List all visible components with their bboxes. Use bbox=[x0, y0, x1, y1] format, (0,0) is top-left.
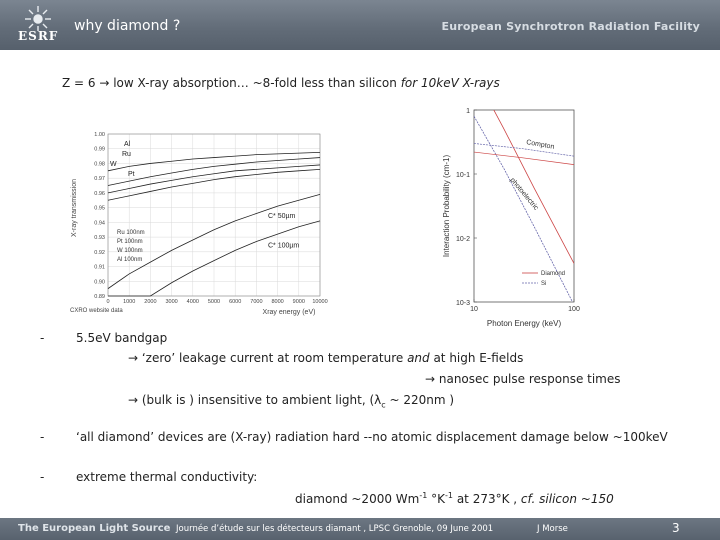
interaction-ytick: 1 bbox=[466, 108, 470, 115]
transmission-series-label: W bbox=[110, 161, 117, 168]
transmission-ytick: 0.99 bbox=[94, 146, 105, 153]
transmission-series-label: Pt bbox=[128, 171, 135, 178]
bandgap-line-1-a: → ‘zero’ leakage current at room temperature bbox=[128, 351, 408, 365]
logo-text: ESRF bbox=[18, 29, 59, 43]
transmission-xtick: 5000 bbox=[207, 299, 221, 305]
footer-author: J Morse bbox=[537, 524, 568, 534]
footer-event: Journée d’étude sur les détecteurs diamant , LPSC Grenoble, 09 June 2001 bbox=[176, 524, 494, 534]
thermal-b: °K bbox=[427, 492, 446, 506]
bullet-radiation-hard: ‘all diamond’ devices are (X-ray) radiation hard --no atomic displacement damage below ~100keV bbox=[76, 430, 668, 444]
transmission-xtick: 7000 bbox=[250, 299, 263, 305]
transmission-xtick: 10000 bbox=[312, 299, 328, 305]
slide-footer bbox=[0, 518, 720, 540]
bullet-bandgap: 5.5eV bandgap bbox=[76, 331, 168, 345]
transmission-xtick: 3000 bbox=[165, 299, 178, 305]
interaction-ytick: 10-1 bbox=[455, 172, 470, 179]
transmission-ytick: 1.00 bbox=[94, 132, 105, 138]
legend-ru: Ru 100nm bbox=[117, 230, 145, 236]
bandgap-line-1-em: and bbox=[407, 351, 430, 365]
transmission-ylabel: X-ray transmission bbox=[71, 179, 78, 237]
transmission-series-label: C* 100µm bbox=[268, 242, 300, 250]
thermal-sup-1: -1 bbox=[419, 491, 428, 500]
transmission-xlabel: Xray energy (eV) bbox=[262, 309, 316, 316]
transmission-ytick: 0.92 bbox=[94, 249, 105, 256]
transmission-xtick: 1000 bbox=[123, 299, 136, 305]
transmission-xtick: 4000 bbox=[186, 299, 199, 305]
slide-title: why diamond ? bbox=[74, 18, 181, 34]
transmission-series-label: Al bbox=[124, 141, 131, 148]
transmission-ytick: 0.94 bbox=[94, 220, 105, 227]
organization-name: European Synchrotron Radiation Facility bbox=[441, 20, 700, 33]
transmission-xtick: 6000 bbox=[229, 299, 242, 305]
cxro-note: CXRO website data bbox=[70, 308, 123, 314]
intro-main: Z = 6 → low X-ray absorption… ~8-fold less than silicon bbox=[62, 76, 401, 90]
transmission-xtick: 8000 bbox=[271, 299, 284, 305]
footer-brand: The European Light Source bbox=[18, 523, 171, 534]
transmission-xtick: 0 bbox=[106, 299, 110, 305]
transmission-ytick: 0.96 bbox=[94, 190, 105, 197]
slide-header bbox=[0, 0, 720, 50]
transmission-ytick: 0.89 bbox=[94, 294, 105, 300]
bandgap-line-2: → nanosec pulse response times bbox=[425, 372, 621, 386]
intro-italic: for 10keV X-rays bbox=[400, 76, 500, 90]
transmission-ytick: 0.90 bbox=[94, 279, 105, 286]
interaction-xtick: 10 bbox=[470, 306, 478, 313]
bandgap-line-1 bbox=[128, 351, 523, 365]
bullet-thermal: extreme thermal conductivity: bbox=[76, 470, 258, 484]
interaction-ytick: 10-3 bbox=[455, 300, 470, 307]
bandgap-line-3-sub: c bbox=[381, 400, 386, 410]
legend-pt: Pt 100nm bbox=[117, 239, 143, 245]
transmission-xtick: 2000 bbox=[144, 299, 157, 305]
thermal-a: diamond ~2000 Wm bbox=[295, 492, 420, 506]
interaction-xtick: 100 bbox=[568, 306, 580, 313]
thermal-em: cf. silicon ~150 bbox=[520, 492, 614, 506]
bandgap-line-3 bbox=[128, 393, 454, 409]
thermal-line bbox=[295, 491, 614, 506]
photoelectric-label: photoelectric bbox=[508, 176, 540, 212]
interaction-chart bbox=[440, 100, 580, 332]
transmission-series-label: Ru bbox=[122, 151, 131, 158]
transmission-xtick: 9000 bbox=[292, 299, 305, 305]
thermal-c: at 273°K , bbox=[453, 492, 521, 506]
intro-line bbox=[62, 76, 500, 90]
bandgap-line-3-a: → (bulk is ) insensitive to ambient light, (λ bbox=[128, 393, 382, 407]
legend-al: Al 100nm bbox=[117, 257, 143, 263]
bandgap-line-1-b: at high E-fields bbox=[429, 351, 524, 365]
transmission-ytick: 0.95 bbox=[94, 205, 105, 212]
bullet-dash-3: - bbox=[40, 470, 45, 484]
legend-diamond: Diamond bbox=[541, 271, 566, 277]
interaction-ylabel: Interaction Probability (cm-1) bbox=[442, 154, 451, 258]
page-number: 3 bbox=[672, 521, 680, 535]
transmission-ytick: 0.98 bbox=[94, 161, 105, 168]
bullet-dash-2: - bbox=[40, 430, 45, 444]
transmission-chart bbox=[64, 128, 334, 324]
bandgap-line-3-b: ~ 220nm ) bbox=[385, 393, 455, 407]
interaction-ytick: 10-2 bbox=[455, 236, 470, 243]
transmission-ytick: 0.91 bbox=[94, 264, 105, 271]
transmission-ytick: 0.97 bbox=[94, 176, 105, 183]
legend-si: Si bbox=[541, 281, 547, 287]
interaction-xlabel: Photon Energy (keV) bbox=[486, 319, 562, 328]
transmission-ytick: 0.93 bbox=[94, 235, 105, 242]
legend-w: W 100nm bbox=[117, 248, 143, 254]
bullet-dash-1: - bbox=[40, 331, 45, 345]
thermal-sup-2: -1 bbox=[445, 491, 453, 500]
transmission-series-label: C* 50µm bbox=[268, 212, 296, 220]
compton-label: Compton bbox=[525, 139, 555, 151]
